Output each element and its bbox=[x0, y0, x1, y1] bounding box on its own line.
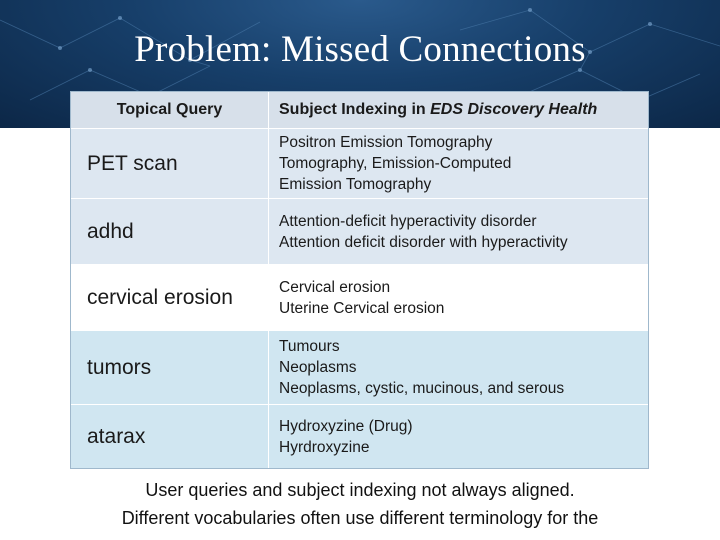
query-cell: tumors bbox=[87, 355, 152, 379]
slide-caption bbox=[0, 476, 720, 532]
index-term: Tumours bbox=[279, 338, 340, 355]
query-cell: adhd bbox=[87, 219, 134, 243]
table-row bbox=[71, 198, 648, 264]
index-term: Tomography, Emission-Computed bbox=[279, 155, 512, 172]
index-term: Neoplasms, cystic, mucinous, and serous bbox=[279, 380, 565, 397]
query-cell: cervical erosion bbox=[87, 285, 233, 309]
table-header-row bbox=[71, 92, 648, 128]
terminology-table bbox=[70, 91, 649, 469]
index-term: Hydroxyzine (Drug) bbox=[279, 417, 413, 435]
table-row bbox=[71, 404, 648, 468]
index-term: Cervical erosion bbox=[279, 278, 391, 296]
query-cell: PET scan bbox=[87, 151, 178, 175]
table-row bbox=[71, 128, 648, 198]
caption-line: User queries and subject indexing not always aligned. bbox=[145, 480, 575, 500]
index-term: Uterine Cervical erosion bbox=[279, 299, 445, 317]
table-row bbox=[71, 330, 648, 404]
index-term: Neoplasms bbox=[279, 359, 357, 376]
caption-line: Different vocabularies often use different terminology for the bbox=[121, 508, 599, 528]
index-term: Hyrdroxyzine bbox=[279, 438, 370, 456]
index-term: Positron Emission Tomography bbox=[279, 134, 493, 151]
query-cell: atarax bbox=[87, 424, 146, 448]
column-header-indexing: Subject Indexing in EDS Discovery Health bbox=[279, 101, 598, 118]
index-term: Attention-deficit hyperactivity disorder bbox=[279, 212, 537, 230]
column-header-query: Topical Query bbox=[116, 101, 223, 118]
slide-title: Problem: Missed Connections bbox=[134, 29, 586, 70]
table-row bbox=[71, 264, 648, 330]
index-term: Attention deficit disorder with hyperactivity bbox=[279, 233, 568, 251]
index-term: Emission Tomography bbox=[279, 176, 432, 193]
